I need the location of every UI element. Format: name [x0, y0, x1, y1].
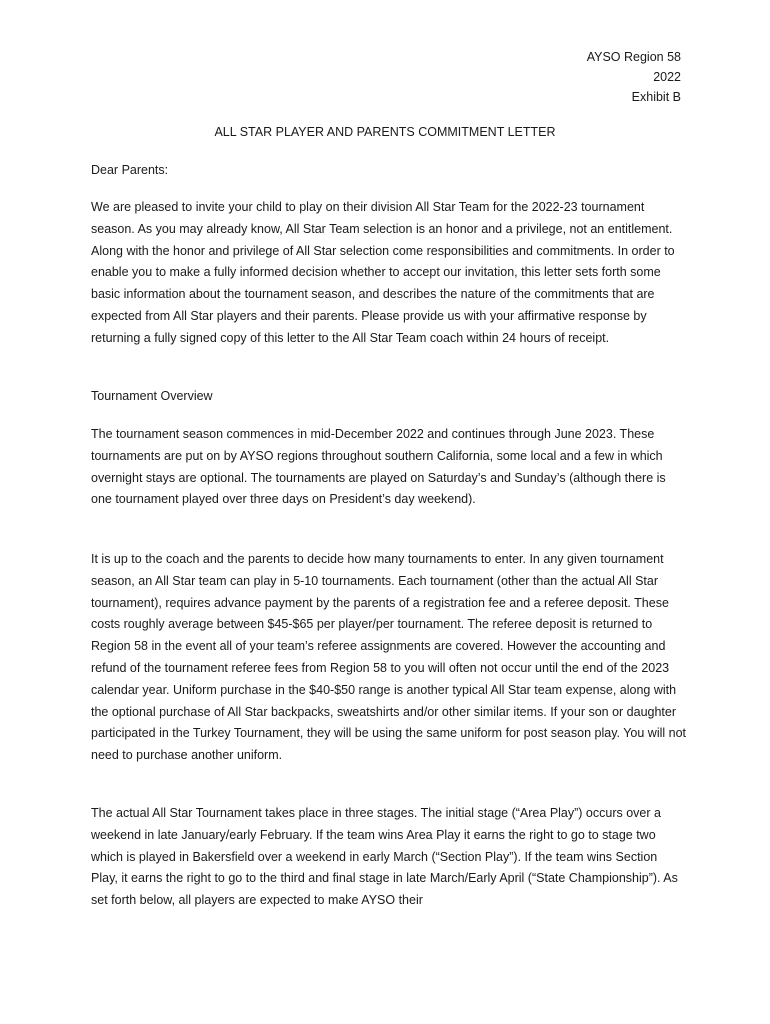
section-heading-tournament-overview: Tournament Overview	[91, 389, 213, 403]
year-label: 2022	[653, 70, 681, 84]
document-header	[587, 47, 681, 107]
region-label: AYSO Region 58	[586, 50, 681, 64]
intro-paragraph: We are pleased to invite your child to play on their division All Star Team for the 2022-23 tournament season. As you may already know, All Star Team selection is an honor and a privilege, not an entitlement. Along with the honor and privilege of All Star selection come responsibilities and commitments. In order to enable you to make a fully informed decision whether to accept our invitation, this letter sets forth some basic information about the tournament season, and describes the nature of the commitments that are expected from All Star players and their parents. Please provide us with your affirmative response by returning a fully signed copy of this letter to the All Star Team coach within 24 hours of receipt.	[91, 200, 675, 345]
stages-paragraph: The actual All Star Tournament takes place in three stages. The initial stage (“Area Play”) occurs over a weekend in late January/early February. If the team wins Area Play it earns the right to go to stage two which is played in Bakersfield over a weekend in early March (“Section Play”). If the team wins Section Play, it earns the right to go to the third and final stage in late March/Early April (“State Championship”). As set forth below, all players are expected to make AYSO their	[91, 806, 678, 908]
overview-paragraph: The tournament season commences in mid-December 2022 and continues through June 2023. These tournaments are put on by AYSO regions throughout southern California, some local and a few in which overnight stays are optional. The tournaments are played on Saturday’s and Sunday’s (although there is one tournament played over three days on President’s day weekend).	[91, 427, 666, 507]
greeting: Dear Parents:	[91, 163, 169, 177]
costs-paragraph: It is up to the coach and the parents to decide how many tournaments to enter. In any given tournament season, an All Star team can play in 5-10 tournaments. Each tournament (other than the actual All Star tournament), requires advance payment by the parents of a registration fee and a referee deposit. These costs roughly average between $45-$65 per player/per tournament. The referee deposit is returned to Region 58 in the event all of your team’s referee assignments are covered. However the accounting and refund of the tournament referee fees from Region 58 to you will often not occur until the end of the 2023 calendar year. Uniform purchase in the $40-$50 range is another typical All Star team expense, along with the optional purchase of All Star backpacks, sweatshirts and/or other similar items. If your son or daughter participated in the Turkey Tournament, they will be using the same uniform for post season play. You will not need to purchase another uniform.	[91, 552, 687, 763]
document-title: ALL STAR PLAYER AND PARENTS COMMITMENT LETTER	[214, 125, 556, 139]
exhibit-label: Exhibit B	[631, 90, 681, 104]
